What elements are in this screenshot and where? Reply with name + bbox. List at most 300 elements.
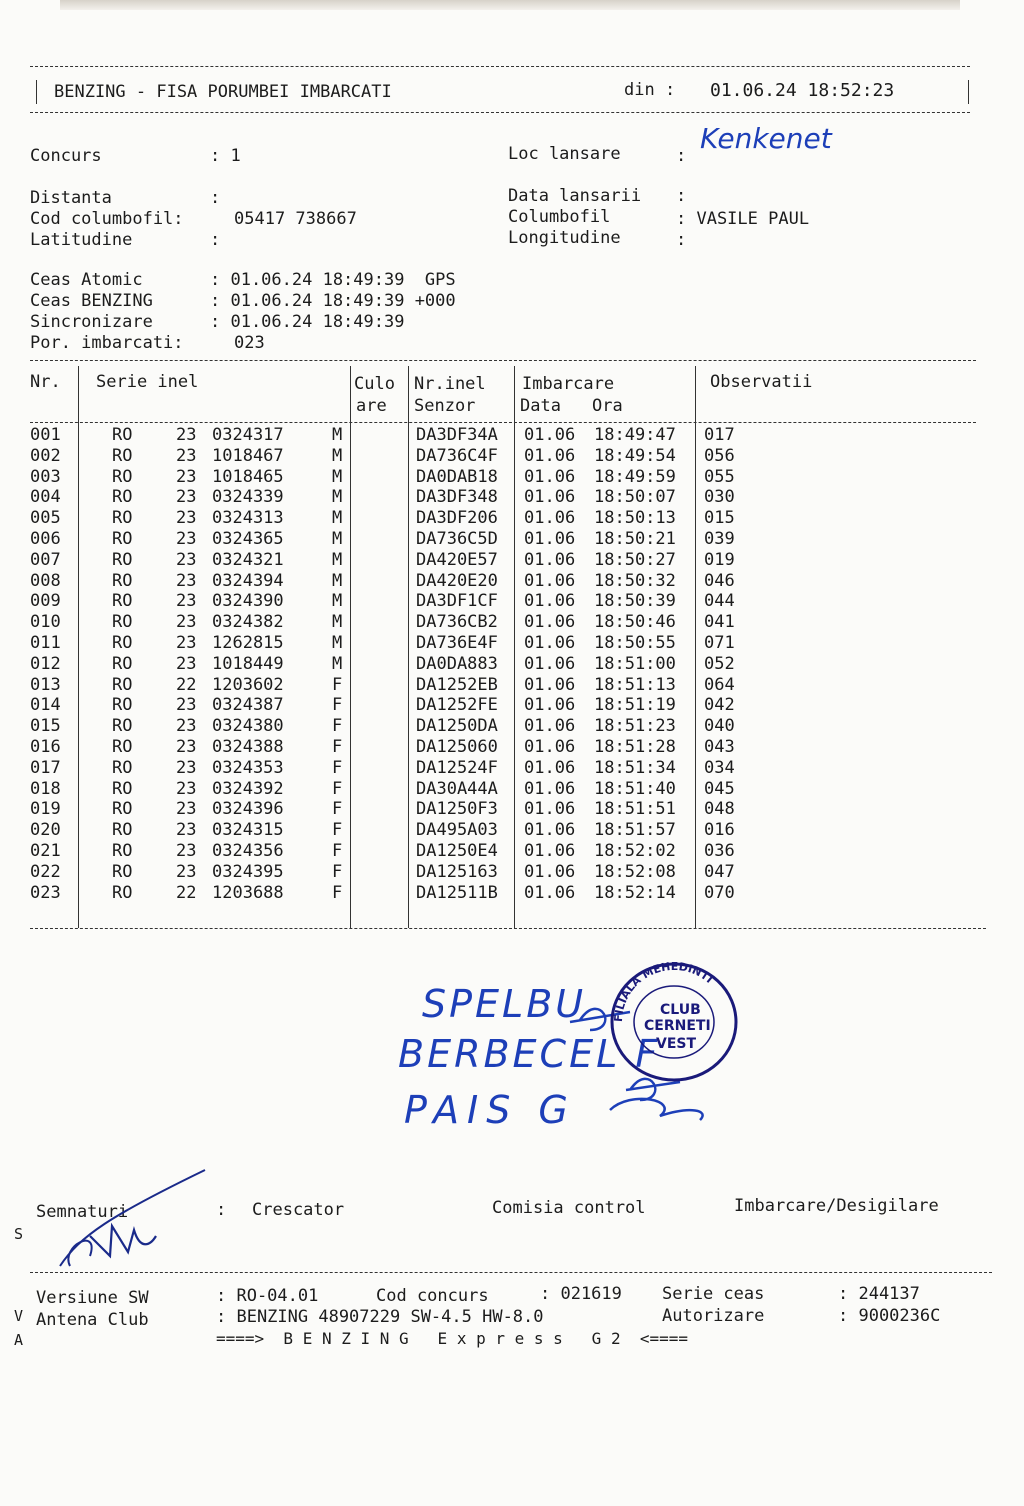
table-row [30,571,990,592]
row-data: 01.06 [524,861,576,882]
row-ora: 18:51:23 [594,716,676,737]
row-an: 23 [176,612,197,633]
row-inel: 0324394 [212,570,284,591]
row-an: 23 [176,570,197,591]
row-nr: 016 [30,737,61,757]
row-an: 23 [176,737,197,757]
row-senzor: DA3DF1CF [416,591,498,612]
row-tara: RO [112,841,133,861]
row-senzor: DA736E4F [416,633,498,653]
row-data: 01.06 [524,633,576,653]
row-inel: 1018467 [212,445,284,466]
row-tara: RO [112,549,133,570]
row-nr: 023 [30,882,61,903]
row-observatii: 041 [704,612,735,633]
row-nr: 010 [30,612,61,633]
header-imbarcare: Imbarcare [522,374,615,394]
row-nr: 008 [30,570,61,591]
row-nr: 011 [30,633,61,653]
row-observatii: 055 [704,466,735,487]
row-tara: RO [112,570,133,591]
row-sex: M [332,466,343,487]
header-culoare: Culo [354,374,395,394]
handwritten-signature [50,1166,220,1276]
row-data: 01.06 [524,425,576,445]
por-imbarcati-value: 023 [234,333,265,353]
row-ora: 18:51:40 [594,778,676,799]
row-an: 23 [176,653,197,674]
table-row [30,467,990,488]
header-left-border [36,80,37,104]
row-an: 23 [176,633,197,653]
row-senzor: DA12511B [416,882,498,903]
row-data: 01.06 [524,591,576,612]
autorizare-label: Autorizare [662,1306,765,1326]
row-inel: 1018449 [212,653,284,674]
row-nr: 007 [30,549,61,570]
margin-mark-s: S [14,1225,24,1243]
row-observatii: 042 [704,695,735,716]
cod-concurs-label: Cod concurs [376,1286,489,1306]
table-row [30,779,990,800]
row-observatii: 064 [704,674,735,695]
row-tara: RO [112,674,133,695]
header-top-border [30,66,970,67]
row-inel: 0324365 [212,529,284,549]
row-an: 23 [176,716,197,737]
serie-ceas-value: : 244137 [838,1284,920,1304]
latitudine-label: Latitudine [30,230,133,250]
row-tara: RO [112,882,133,903]
row-nr: 004 [30,487,61,508]
distanta-label: Distanta [30,188,112,208]
table-row [30,654,990,675]
row-observatii: 070 [704,882,735,903]
sincronizare-label: Sincronizare [30,312,153,332]
table-row [30,883,990,904]
antena-club-value: : BENZING 48907229 SW-4.5 HW-8.0 [216,1307,544,1327]
table-row [30,508,990,529]
row-an: 23 [176,861,197,882]
row-ora: 18:52:02 [594,841,676,861]
header-nr-inel: Nr.inel [414,374,486,394]
table-row [30,591,990,612]
row-an: 23 [176,487,197,508]
row-senzor: DA1252FE [416,695,498,716]
din-label: din : [624,80,676,100]
sincronizare-value: : 01.06.24 18:49:39 [210,312,405,332]
row-senzor: DA12524F [416,757,498,778]
row-observatii: 036 [704,841,735,861]
row-tara: RO [112,466,133,487]
margin-mark-v: V [14,1307,24,1325]
row-an: 23 [176,778,197,799]
row-tara: RO [112,425,133,445]
row-ora: 18:50:27 [594,549,676,570]
row-an: 23 [176,799,197,820]
row-sex: F [332,716,343,737]
row-observatii: 019 [704,549,735,570]
row-inel: 0324396 [212,799,284,820]
latitudine-value: : [210,230,221,250]
row-inel: 0324380 [212,716,284,737]
row-observatii: 043 [704,737,735,757]
row-inel: 1203688 [212,882,284,903]
loc-lansare-sep: : [676,146,687,166]
table-row [30,487,990,508]
handwritten-line-2: BERBECEL F [398,1032,661,1076]
row-nr: 017 [30,757,61,778]
row-an: 23 [176,549,197,570]
row-ora: 18:51:00 [594,653,676,674]
row-data: 01.06 [524,695,576,716]
columbofil-label: Columbofil [508,207,611,227]
row-ora: 18:50:13 [594,508,676,529]
row-inel: 0324315 [212,820,284,841]
row-observatii: 052 [704,653,735,674]
row-inel: 0324356 [212,841,284,861]
table-header-top-border [30,360,976,361]
row-ora: 18:50:39 [594,591,676,612]
row-senzor: DA3DF206 [416,508,498,529]
table-bottom-border [30,928,986,929]
row-sex: M [332,591,343,612]
row-inel: 0324321 [212,549,284,570]
row-senzor: DA1250E4 [416,841,498,861]
row-data: 01.06 [524,716,576,737]
row-inel: 0324317 [212,425,284,445]
row-nr: 002 [30,445,61,466]
row-data: 01.06 [524,674,576,695]
table-row [30,758,990,779]
longitudine-label: Longitudine [508,228,621,248]
table-row [30,695,990,716]
row-nr: 012 [30,653,61,674]
header-senzor: Senzor [414,396,476,416]
benzing-express-banner: ====> B E N Z I N G E x p r e s s G 2 <==== [216,1329,689,1348]
row-ora: 18:50:46 [594,612,676,633]
table-row [30,820,990,841]
row-observatii: 034 [704,757,735,778]
row-sex: M [332,529,343,549]
row-sex: F [332,882,343,903]
ceas-benzing-label: Ceas BENZING [30,291,153,311]
row-senzor: DA736C4F [416,445,498,466]
header-culoare-2: are [356,396,387,416]
row-sex: M [332,487,343,508]
row-tara: RO [112,737,133,757]
row-ora: 18:51:57 [594,820,676,841]
row-tara: RO [112,529,133,549]
row-sex: M [332,425,343,445]
row-sex: F [332,674,343,695]
stamp-ring-text: FILIALA MEHEDINTI [611,959,716,1023]
row-senzor: DA125163 [416,861,498,882]
row-data: 01.06 [524,549,576,570]
row-observatii: 015 [704,508,735,529]
row-observatii: 056 [704,445,735,466]
row-data: 01.06 [524,799,576,820]
row-nr: 014 [30,695,61,716]
row-data: 01.06 [524,757,576,778]
row-data: 01.06 [524,508,576,529]
row-data: 01.06 [524,529,576,549]
stamp-center-line-3: VEST [656,1036,697,1052]
ceas-benzing-value: : 01.06.24 18:49:39 +000 [210,291,456,311]
header-observatii: Observatii [710,372,813,392]
row-nr: 001 [30,425,61,445]
por-imbarcati-label: Por. imbarcati: [30,333,184,353]
cod-columbofil-value: 05417 738667 [234,209,357,229]
table-row [30,799,990,820]
row-ora: 18:49:47 [594,425,676,445]
row-tara: RO [112,633,133,653]
row-sex: F [332,841,343,861]
row-inel: 0324388 [212,737,284,757]
row-tara: RO [112,612,133,633]
row-inel: 0324339 [212,487,284,508]
row-senzor: DA0DAB18 [416,466,498,487]
row-sex: F [332,820,343,841]
row-an: 22 [176,674,197,695]
loc-lansare-handwritten: Kenkenet [700,122,832,155]
row-data: 01.06 [524,737,576,757]
stamp-center-line-1: CLUB [660,1002,701,1018]
row-sex: M [332,612,343,633]
concurs-value: : 1 [210,146,241,166]
handwritten-line-1: SPELBU [422,982,587,1026]
row-inel: 0324387 [212,695,284,716]
row-sex: M [332,633,343,653]
header-ora: Ora [592,396,623,416]
row-observatii: 016 [704,820,735,841]
row-tara: RO [112,445,133,466]
row-ora: 18:50:55 [594,633,676,653]
signature-imbarcare-label: Imbarcare/Desigilare [734,1196,939,1216]
row-sex: F [332,861,343,882]
row-tara: RO [112,757,133,778]
header-bottom-border [30,112,970,113]
table-row [30,716,990,737]
row-an: 23 [176,820,197,841]
row-an: 23 [176,695,197,716]
row-senzor: DA3DF348 [416,487,498,508]
row-an: 23 [176,529,197,549]
row-data: 01.06 [524,820,576,841]
table-row [30,550,990,571]
autorizare-value: : 9000236C [838,1306,941,1326]
row-nr: 019 [30,799,61,820]
semnaturi-label: Semnaturi [36,1202,129,1222]
versiune-value: : RO-04.01 [216,1286,319,1306]
row-ora: 18:50:21 [594,529,676,549]
serie-ceas-label: Serie ceas [662,1284,765,1304]
row-tara: RO [112,716,133,737]
row-inel: 0324353 [212,757,284,778]
row-data: 01.06 [524,653,576,674]
row-nr: 018 [30,778,61,799]
row-sex: M [332,508,343,529]
row-an: 23 [176,757,197,778]
din-value: 01.06.24 18:52:23 [710,80,895,101]
row-observatii: 044 [704,591,735,612]
row-tara: RO [112,778,133,799]
row-sex: M [332,570,343,591]
table-row [30,862,990,883]
row-nr: 020 [30,820,61,841]
row-data: 01.06 [524,882,576,903]
row-sex: M [332,549,343,570]
row-observatii: 071 [704,633,735,653]
row-observatii: 017 [704,425,735,445]
row-inel: 1262815 [212,633,284,653]
row-tara: RO [112,591,133,612]
row-sex: M [332,653,343,674]
row-sex: M [332,445,343,466]
row-tara: RO [112,861,133,882]
row-data: 01.06 [524,778,576,799]
row-inel: 0324392 [212,778,284,799]
row-ora: 18:49:54 [594,445,676,466]
ceas-atomic-label: Ceas Atomic [30,270,143,290]
row-an: 23 [176,508,197,529]
versiune-label: Versiune SW [36,1288,149,1308]
signature-crescator-label: Crescator [252,1200,345,1220]
row-nr: 013 [30,674,61,695]
semnaturi-sep: : [216,1200,227,1220]
concurs-label: Concurs [30,146,102,166]
row-ora: 18:52:08 [594,861,676,882]
table-header-bottom-border [30,422,976,423]
row-sex: F [332,778,343,799]
row-nr: 003 [30,466,61,487]
table-row [30,737,990,758]
row-an: 23 [176,445,197,466]
row-data: 01.06 [524,445,576,466]
row-an: 22 [176,882,197,903]
row-data: 01.06 [524,487,576,508]
row-observatii: 030 [704,487,735,508]
row-tara: RO [112,820,133,841]
row-ora: 18:50:32 [594,570,676,591]
row-tara: RO [112,799,133,820]
row-an: 23 [176,425,197,445]
longitudine-value: : [676,230,687,250]
row-data: 01.06 [524,570,576,591]
cod-columbofil-label: Cod columbofil: [30,209,184,229]
loc-lansare-label: Loc lansare [508,144,621,164]
row-inel: 0324313 [212,508,284,529]
row-inel: 1203602 [212,674,284,695]
row-nr: 009 [30,591,61,612]
row-senzor: DA420E57 [416,549,498,570]
row-senzor: DA30A44A [416,778,498,799]
row-senzor: DA1250F3 [416,799,498,820]
row-observatii: 045 [704,778,735,799]
row-inel: 0324395 [212,861,284,882]
header-data: Data [520,396,561,416]
row-nr: 005 [30,508,61,529]
row-an: 23 [176,591,197,612]
row-nr: 021 [30,841,61,861]
table-row [30,529,990,550]
row-data: 01.06 [524,841,576,861]
row-senzor: DA1250DA [416,716,498,737]
header-nr: Nr. [30,372,61,392]
row-tara: RO [112,695,133,716]
table-row [30,675,990,696]
row-observatii: 046 [704,570,735,591]
handwritten-line-3: PAIS G [404,1088,576,1132]
row-inel: 1018465 [212,466,284,487]
row-senzor: DA3DF34A [416,425,498,445]
document-title: BENZING - FISA PORUMBEI IMBARCATI [54,82,392,102]
row-an: 23 [176,841,197,861]
row-inel: 0324390 [212,591,284,612]
scan-top-edge [60,0,960,10]
row-tara: RO [112,508,133,529]
margin-mark-a: A [14,1331,24,1349]
row-ora: 18:52:14 [594,882,676,903]
stamp-center-line-2: CERNETI [644,1018,711,1034]
columbofil-value: : VASILE PAUL [676,209,810,229]
row-sex: F [332,695,343,716]
row-senzor: DA736CB2 [416,612,498,633]
data-lansarii-value: : [676,186,687,206]
row-data: 01.06 [524,612,576,633]
row-ora: 18:50:07 [594,487,676,508]
row-senzor: DA495A03 [416,820,498,841]
row-nr: 006 [30,529,61,549]
row-tara: RO [112,653,133,674]
header-serie-inel: Serie inel [96,372,199,392]
row-senzor: DA125060 [416,737,498,757]
ceas-atomic-value: : 01.06.24 18:49:39 GPS [210,270,456,290]
club-stamp [604,956,744,1086]
row-ora: 18:51:19 [594,695,676,716]
distanta-value: : [210,188,221,208]
row-nr: 022 [30,861,61,882]
row-inel: 0324382 [212,612,284,633]
row-ora: 18:51:51 [594,799,676,820]
row-ora: 18:51:13 [594,674,676,695]
row-senzor: DA0DA883 [416,653,498,674]
table-row [30,425,990,446]
row-observatii: 047 [704,861,735,882]
data-lansarii-label: Data lansarii [508,186,642,206]
row-sex: F [332,737,343,757]
antena-club-label: Antena Club [36,1310,149,1330]
table-row [30,841,990,862]
row-senzor: DA420E20 [416,570,498,591]
row-data: 01.06 [524,466,576,487]
row-observatii: 039 [704,529,735,549]
table-row [30,446,990,467]
header-right-border [968,80,969,104]
table-row [30,612,990,633]
row-sex: F [332,757,343,778]
row-observatii: 048 [704,799,735,820]
row-ora: 18:51:28 [594,737,676,757]
row-an: 23 [176,466,197,487]
row-senzor: DA1252EB [416,674,498,695]
row-ora: 18:49:59 [594,466,676,487]
row-sex: F [332,799,343,820]
row-nr: 015 [30,716,61,737]
row-ora: 18:51:34 [594,757,676,778]
footer-top-border [30,1272,992,1273]
cod-concurs-value: : 021619 [540,1284,622,1304]
